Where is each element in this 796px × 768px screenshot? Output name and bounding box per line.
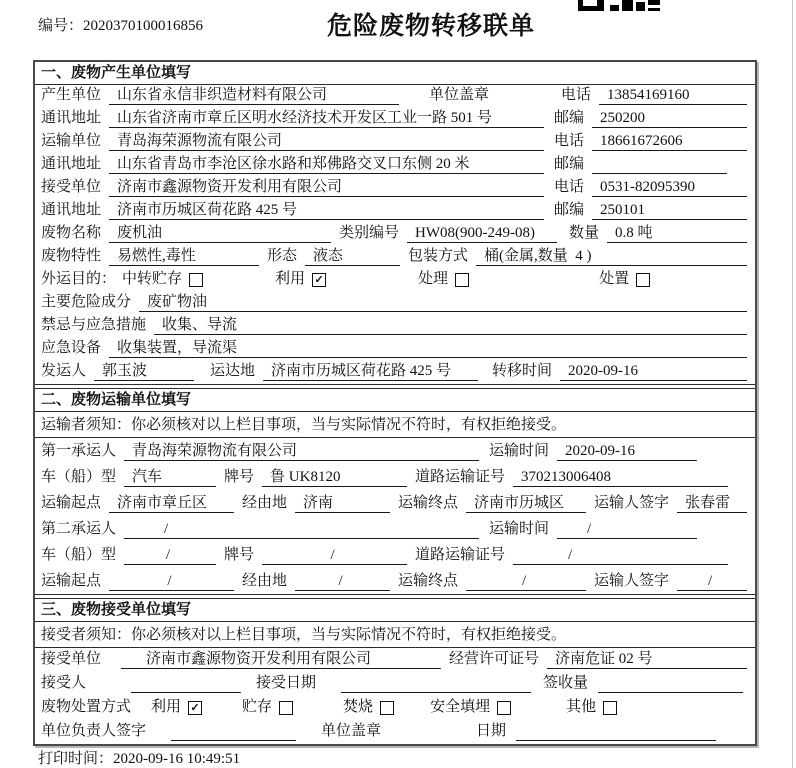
notice-text: 接受者须知：你必须核对以上栏目事项，当与实际情况不符时，有权拒绝接受。	[35, 622, 755, 648]
form-row	[35, 361, 755, 384]
field-value: 青岛海荣源物流有限公司	[124, 442, 479, 461]
field-value: /	[262, 546, 407, 565]
form-row	[35, 648, 755, 672]
field-label: 车（船）型	[41, 547, 117, 563]
qr-code-fragment	[578, 0, 660, 12]
field-value: 济南市鑫源物资开发利用有限公司	[121, 650, 441, 669]
static-text: 单位盖章	[321, 723, 382, 739]
field-value: HW08(900-249-08)	[407, 224, 557, 243]
field-label: 电话	[554, 133, 585, 149]
field-value: /	[466, 572, 586, 591]
field-label: 运输时间	[489, 443, 550, 459]
field-label: 接受日期	[256, 675, 317, 691]
field-label: 数量	[569, 225, 600, 241]
form-row	[35, 568, 755, 594]
field-label: 经由地	[242, 495, 288, 511]
field-value	[516, 722, 716, 741]
field-value: /	[124, 546, 216, 565]
form-row	[35, 292, 755, 315]
form-row	[35, 696, 755, 720]
checkbox-label: 其他	[566, 699, 597, 715]
field-value: 张春雷	[677, 494, 747, 513]
section-title: 三、废物接受单位填写	[35, 598, 755, 622]
checkbox-option	[242, 698, 293, 717]
checkbox-option	[343, 698, 394, 717]
field-label: 接受人	[41, 675, 87, 691]
checkbox-icon	[279, 701, 293, 715]
form-row	[35, 490, 755, 516]
form-row	[35, 246, 755, 269]
field-value: 郭玉波	[94, 362, 194, 381]
field-value: 2020-09-16	[557, 442, 697, 461]
field-label: 单位负责人签字	[41, 723, 147, 739]
field-label: 车（船）型	[41, 469, 117, 485]
form-row	[35, 269, 755, 292]
field-label: 外运目的：	[41, 271, 117, 287]
field-label: 废物名称	[41, 225, 102, 241]
section-title: 二、废物运输单位填写	[35, 388, 755, 412]
form-row	[35, 542, 755, 568]
field-value: /	[295, 572, 390, 591]
form-row	[35, 85, 755, 108]
field-value: 济南市鑫源物资开发利用有限公司	[109, 178, 544, 197]
field-label: 包装方式	[408, 248, 469, 264]
checkbox-label: 贮存	[242, 699, 273, 715]
page-title: 危险废物转移联单	[326, 13, 536, 40]
field-label: 主要危险成分	[41, 294, 132, 310]
notice-text: 运输者须知：你必须核对以上栏目事项，当与实际情况不符时，有权拒绝接受。	[35, 412, 755, 438]
field-label: 产生单位	[41, 87, 102, 103]
field-label: 运输单位	[41, 133, 102, 149]
field-value: 济南市章丘区	[109, 494, 234, 513]
checkbox-option	[430, 698, 511, 717]
field-label: 邮编	[554, 156, 585, 172]
form-row	[35, 672, 755, 696]
field-value: 250200	[592, 109, 747, 128]
field-label: 运输终点	[398, 495, 459, 511]
checkbox-icon	[189, 273, 203, 287]
serial-number	[38, 14, 203, 35]
checkbox-label: 处置	[599, 271, 630, 287]
serial-value: 2020370100016856	[83, 18, 204, 34]
checkbox-label: 中转贮存	[122, 271, 183, 287]
form-row	[35, 438, 755, 464]
field-value: /	[557, 520, 697, 539]
checkbox-icon	[636, 273, 650, 287]
field-value: 鲁 UK8120	[262, 468, 407, 487]
manifest-form-table	[33, 60, 757, 746]
field-label: 废物特性	[41, 248, 102, 264]
field-value: 18661672606	[592, 132, 747, 151]
print-time	[38, 747, 240, 768]
form-section	[35, 384, 755, 594]
field-label: 电话	[561, 87, 592, 103]
checkbox-option	[275, 270, 326, 289]
form-row	[35, 200, 755, 223]
checkbox-icon	[380, 701, 394, 715]
field-value: 济南危证 02 号	[547, 650, 747, 669]
field-label: 接受单位	[41, 179, 102, 195]
field-value: 收集、导流	[154, 316, 747, 335]
checkbox-label: 处理	[418, 271, 449, 287]
field-label: 第一承运人	[41, 443, 117, 459]
field-value: 250101	[592, 201, 747, 220]
field-label: 转移时间	[492, 363, 553, 379]
field-value: 液态	[305, 247, 400, 266]
field-value: /	[109, 572, 234, 591]
field-value	[131, 674, 241, 693]
field-value: 0531-82095390	[592, 178, 747, 197]
field-label: 邮编	[554, 202, 585, 218]
field-label: 道路运输证号	[415, 469, 506, 485]
checkbox-label: 利用	[151, 699, 182, 715]
field-label: 邮编	[554, 110, 585, 126]
field-label: 牌号	[224, 547, 255, 563]
form-row	[35, 338, 755, 361]
field-value	[341, 674, 531, 693]
form-section	[35, 62, 755, 384]
field-value: 济南市历城区荷花路 425 号	[263, 362, 478, 381]
field-value: 13854169160	[599, 86, 747, 105]
field-label: 禁忌与应急措施	[41, 317, 147, 333]
field-label: 经由地	[242, 573, 288, 589]
field-label: 道路运输证号	[415, 547, 506, 563]
field-label: 类别编号	[339, 225, 400, 241]
field-label: 签收量	[543, 675, 589, 691]
print-time-label: 打印时间：	[38, 751, 114, 767]
field-value: 桶(金属,数量 4 )	[476, 247, 747, 266]
field-label: 运输时间	[489, 521, 550, 537]
checkbox-checked-icon: ✓	[312, 273, 326, 287]
field-value: 济南市历城区荷花路 425 号	[109, 201, 544, 220]
checkbox-option	[418, 270, 469, 289]
checkbox-icon	[455, 273, 469, 287]
serial-label: 编号：	[38, 18, 84, 34]
field-value: 济南	[295, 494, 390, 513]
field-value: 收集装置，导流渠	[109, 339, 747, 358]
field-label: 牌号	[224, 469, 255, 485]
field-label: 电话	[554, 179, 585, 195]
field-label: 应急设备	[41, 340, 102, 356]
form-row	[35, 315, 755, 338]
field-label: 形态	[267, 248, 298, 264]
field-value: 2020-09-16	[560, 362, 747, 381]
field-value	[171, 722, 296, 741]
field-label: 运输起点	[41, 495, 102, 511]
form-row	[35, 177, 755, 200]
field-label: 运达地	[210, 363, 256, 379]
section-title: 一、废物产生单位填写	[35, 62, 755, 85]
field-value: /	[677, 572, 747, 591]
form-row	[35, 131, 755, 154]
checkbox-label: 焚烧	[343, 699, 374, 715]
field-value: 青岛海荣源物流有限公司	[109, 132, 544, 151]
form-row	[35, 516, 755, 542]
field-label: 通讯地址	[41, 110, 102, 126]
field-label: 经营许可证号	[449, 651, 540, 667]
checkbox-label: 安全填埋	[430, 699, 491, 715]
field-value	[598, 674, 743, 693]
checkbox-icon	[603, 701, 617, 715]
page-edge-line	[792, 0, 793, 768]
field-value: 山东省济南市章丘区明水经济技术开发区工业一路 501 号	[109, 109, 544, 128]
form-section	[35, 594, 755, 744]
form-row	[35, 464, 755, 490]
form-row	[35, 154, 755, 177]
checkbox-option	[151, 698, 202, 717]
checkbox-option	[122, 270, 203, 289]
form-row	[35, 108, 755, 131]
checkbox-label: 利用	[275, 271, 306, 287]
checkbox-icon	[497, 701, 511, 715]
field-value	[592, 155, 727, 174]
field-label: 通讯地址	[41, 156, 102, 172]
static-text: 单位盖章	[429, 87, 490, 103]
field-value: 易燃性,毒性	[109, 247, 259, 266]
form-row	[35, 720, 755, 744]
field-value: 济南市历城区	[466, 494, 586, 513]
field-label: 第二承运人	[41, 521, 117, 537]
field-label: 运输人签字	[594, 495, 670, 511]
form-row	[35, 223, 755, 246]
field-value: 山东省永信非织造材料有限公司	[109, 86, 399, 105]
field-label: 运输终点	[398, 573, 459, 589]
field-label: 接受单位	[41, 651, 102, 667]
field-label: 运输起点	[41, 573, 102, 589]
field-value: /	[124, 520, 479, 539]
field-value: 汽车	[124, 468, 216, 487]
field-value: 370213006408	[513, 468, 728, 487]
field-value: 废机油	[109, 224, 331, 243]
checkbox-checked-icon: ✓	[188, 701, 202, 715]
field-label: 废物处置方式	[41, 699, 132, 715]
field-value: 0.8 吨	[607, 224, 747, 243]
print-time-value: 2020-09-16 10:49:51	[113, 751, 241, 767]
document-header	[0, 0, 796, 58]
checkbox-option	[566, 698, 617, 717]
field-value: 山东省青岛市李沧区徐水路和郑佛路交叉口东侧 20 米	[109, 155, 544, 174]
field-label: 日期	[476, 723, 507, 739]
field-label: 发运人	[41, 363, 87, 379]
field-label: 通讯地址	[41, 202, 102, 218]
field-value: /	[513, 546, 728, 565]
checkbox-option	[599, 270, 650, 289]
field-label: 运输人签字	[594, 573, 670, 589]
field-value: 废矿物油	[139, 293, 747, 312]
